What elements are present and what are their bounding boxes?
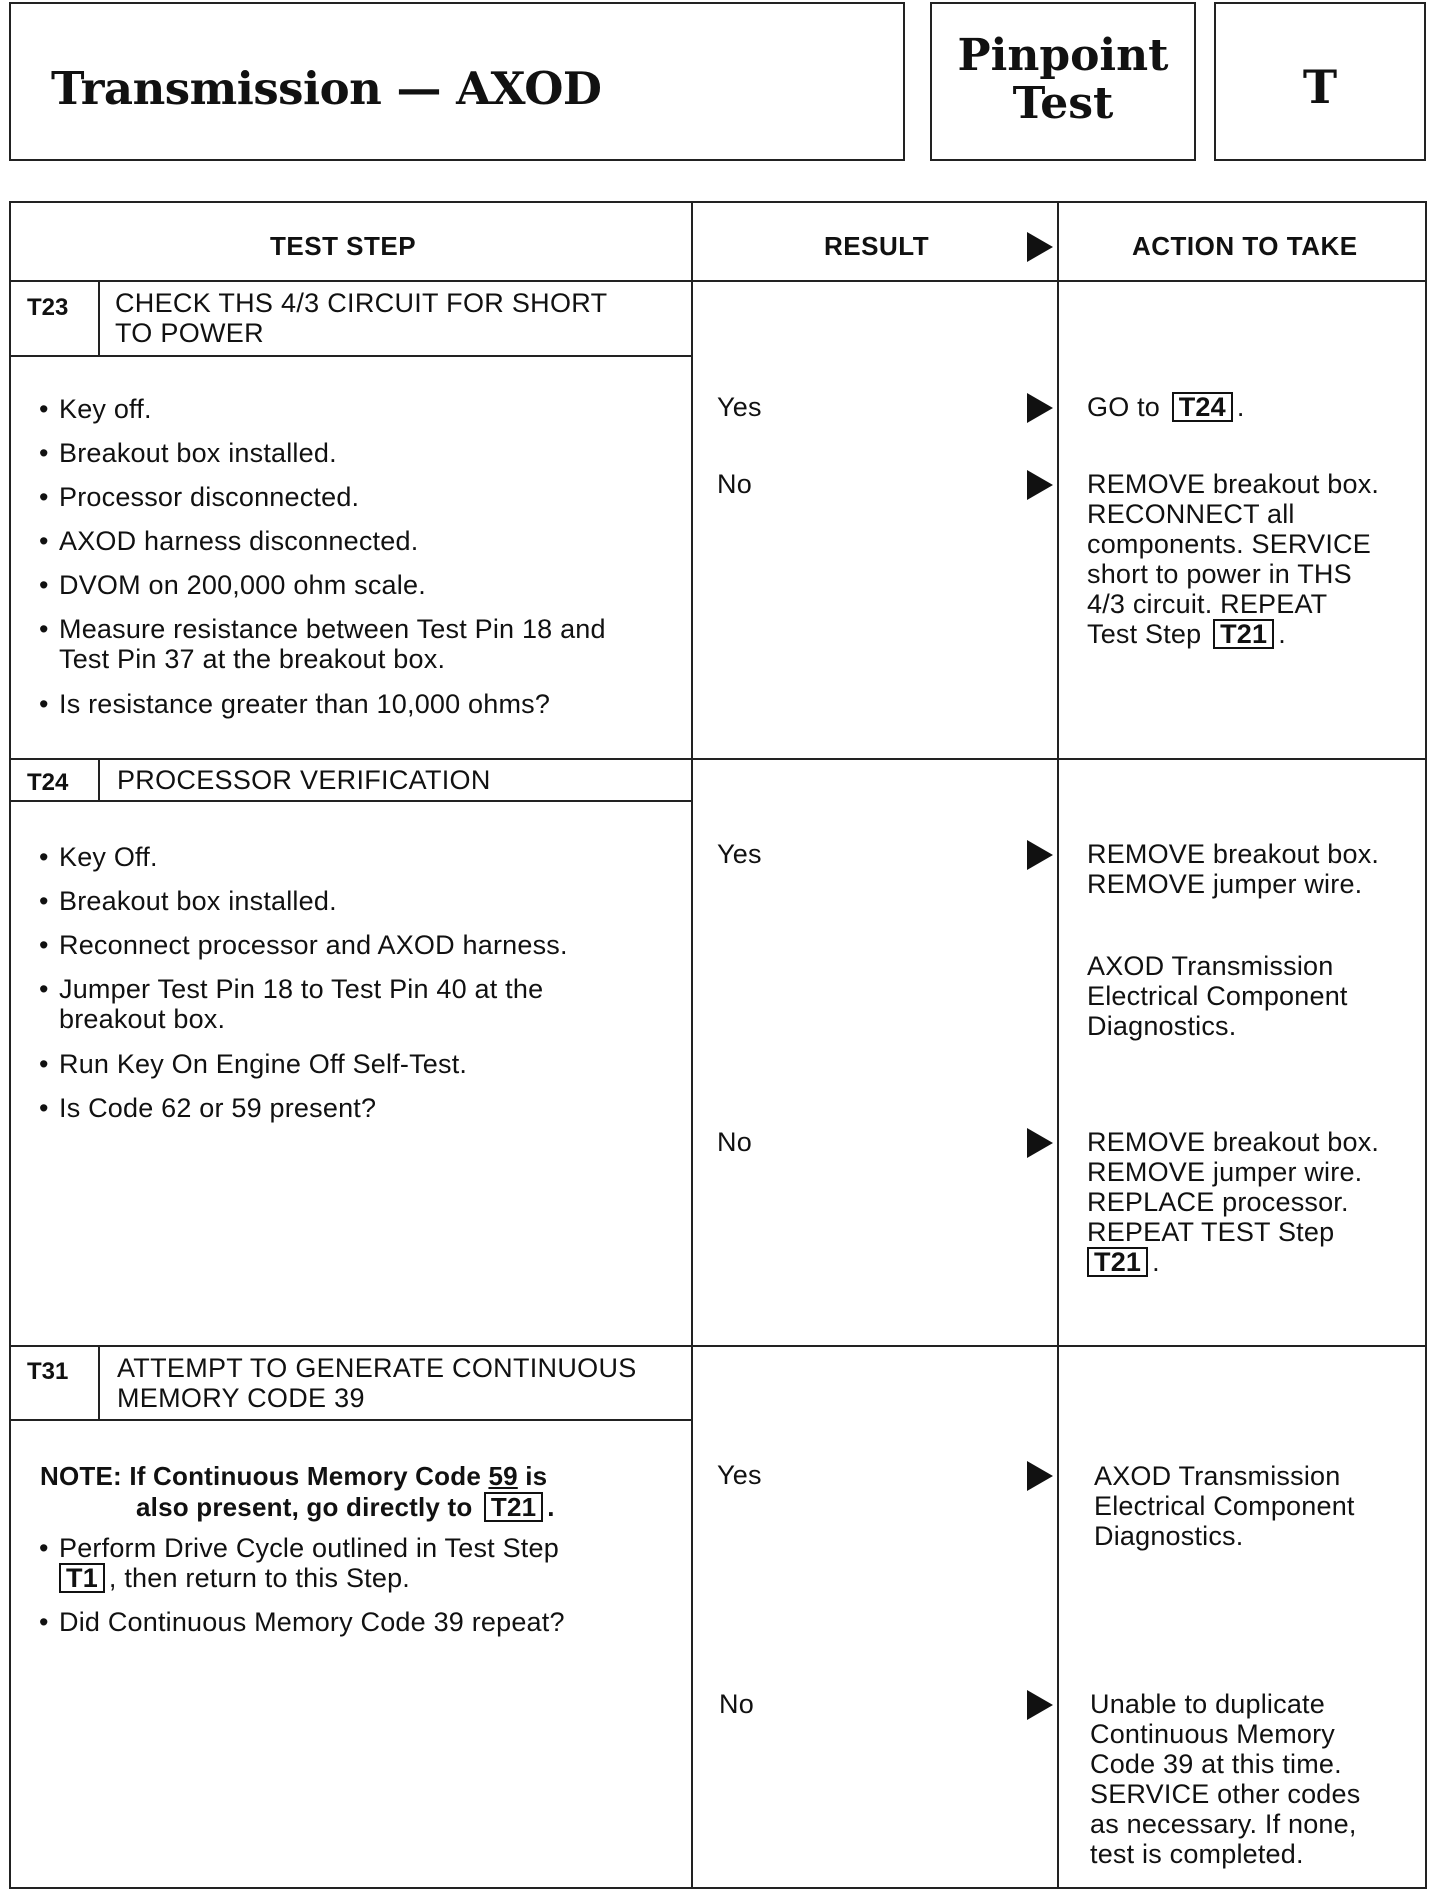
action-line: 4/3 circuit. REPEAT <box>1087 589 1328 619</box>
action-suffix: . <box>1236 392 1245 422</box>
list-item: • DVOM on 200,000 ohm scale. <box>59 570 426 600</box>
action-line: Electrical Component <box>1087 981 1348 1011</box>
action-line <box>1083 1247 1379 1277</box>
row-divider <box>11 1345 1425 1347</box>
action-line: test is completed. <box>1090 1839 1304 1869</box>
action-line: REPEAT TEST Step <box>1087 1217 1335 1247</box>
list-item-text: , then return to this Step. <box>108 1563 410 1593</box>
action-suffix: . <box>1152 1247 1160 1277</box>
step-title-divider <box>11 1419 691 1421</box>
result-no: No <box>719 1689 754 1719</box>
step-title-line: TO POWER <box>115 318 264 348</box>
arrow-icon <box>1027 232 1053 262</box>
action-line: REMOVE breakout box. <box>1087 1127 1380 1157</box>
list-item: • Is Code 62 or 59 present? <box>59 1093 376 1123</box>
section-box <box>1214 2 1426 161</box>
arrow-icon <box>1027 1461 1053 1491</box>
arrow-icon <box>1027 470 1053 500</box>
action-line: REMOVE jumper wire. <box>1087 869 1363 899</box>
note-line <box>40 1492 555 1523</box>
arrow-icon <box>1027 840 1053 870</box>
action-line: short to power in THS <box>1087 559 1352 589</box>
header-divider <box>11 280 1425 282</box>
step-id: T23 <box>27 294 69 321</box>
arrow-icon <box>1027 1128 1053 1158</box>
result-no: No <box>717 469 752 499</box>
step-reference: T1 <box>59 1563 105 1593</box>
list-item: • AXOD harness disconnected. <box>59 526 418 556</box>
step-title-line: MEMORY CODE 39 <box>117 1383 365 1413</box>
action-line: Diagnostics. <box>1094 1521 1244 1551</box>
pinpoint-test-box <box>930 2 1196 161</box>
action-text <box>1090 1689 1360 1869</box>
list-item: • Breakout box installed. <box>59 886 337 916</box>
step-title <box>117 1353 637 1413</box>
list-item-continuation <box>55 1563 410 1593</box>
step-reference: T24 <box>1172 392 1233 422</box>
note-text: is <box>525 1461 548 1491</box>
list-item: • Jumper Test Pin 18 to Test Pin 40 at the <box>59 974 543 1004</box>
action-line: AXOD Transmission <box>1087 951 1334 981</box>
list-item: • Run Key On Engine Off Self-Test. <box>59 1049 467 1079</box>
arrow-icon <box>1027 1690 1053 1720</box>
action-line: REMOVE jumper wire. <box>1087 1157 1363 1187</box>
list-item: • Key Off. <box>59 842 158 872</box>
header-test-step: TEST STEP <box>270 231 417 261</box>
action-text <box>1087 839 1379 1041</box>
action-line: REMOVE breakout box. <box>1087 839 1380 869</box>
note-text: also present, go directly to <box>136 1492 473 1522</box>
step-reference: T21 <box>1087 1247 1148 1277</box>
row-divider <box>11 758 1425 760</box>
action-line: REPLACE processor. <box>1087 1187 1349 1217</box>
step-title <box>115 288 607 348</box>
page-title: Transmission — AXOD <box>51 62 602 115</box>
list-item: • Perform Drive Cycle outlined in Test Step <box>59 1533 559 1563</box>
header-action: ACTION TO TAKE <box>1132 231 1358 261</box>
action-line: SERVICE other codes <box>1090 1779 1361 1809</box>
action-line: components. SERVICE <box>1087 529 1371 559</box>
action-text <box>1087 469 1379 649</box>
action-text <box>1087 1127 1379 1277</box>
action-line: Electrical Component <box>1094 1491 1355 1521</box>
step-id-divider <box>98 1345 100 1421</box>
action-prefix: Test Step <box>1087 619 1202 649</box>
section-letter: T <box>1302 60 1338 114</box>
step-title-line: CHECK THS 4/3 CIRCUIT FOR SHORT <box>115 288 608 318</box>
action-line: as necessary. If none, <box>1090 1809 1357 1839</box>
result-no: No <box>717 1127 752 1157</box>
result-yes: Yes <box>717 392 762 422</box>
title-box <box>9 2 905 161</box>
pinpoint-table <box>9 201 1427 1889</box>
action-line: Continuous Memory <box>1090 1719 1336 1749</box>
column-divider <box>691 203 693 1887</box>
list-item: • Key off. <box>59 394 152 424</box>
pinpoint-line1: Pinpoint <box>957 30 1169 81</box>
note <box>40 1461 555 1523</box>
step-id: T31 <box>27 1358 69 1385</box>
list-item: • Measure resistance between Test Pin 18 and <box>59 614 606 644</box>
step-id: T24 <box>27 769 69 796</box>
note-suffix: . <box>547 1492 555 1522</box>
arrow-icon <box>1027 393 1053 423</box>
header-result: RESULT <box>824 231 930 261</box>
step-id-divider <box>98 280 100 357</box>
list-item-continuation: Test Pin 37 at the breakout box. <box>59 644 446 674</box>
step-title-divider <box>11 800 691 802</box>
action-text <box>1087 392 1245 422</box>
result-yes: Yes <box>717 839 762 869</box>
action-line: AXOD Transmission <box>1094 1461 1341 1491</box>
note-text: If Continuous Memory Code <box>129 1461 481 1491</box>
step-id-divider <box>98 758 100 802</box>
list-item: • Did Continuous Memory Code 39 repeat? <box>59 1607 565 1637</box>
list-item: • Is resistance greater than 10,000 ohms? <box>59 689 550 719</box>
action-line: RECONNECT all <box>1087 499 1295 529</box>
action-line: Code 39 at this time. <box>1090 1749 1342 1779</box>
step-title-line: ATTEMPT TO GENERATE CONTINUOUS <box>117 1353 637 1383</box>
list-item: • Breakout box installed. <box>59 438 337 468</box>
result-yes: Yes <box>717 1460 762 1490</box>
action-line <box>1087 619 1379 649</box>
action-line: REMOVE breakout box. <box>1087 469 1380 499</box>
step-title: PROCESSOR VERIFICATION <box>117 765 491 795</box>
list-item: • Processor disconnected. <box>59 482 359 512</box>
list-item: • Reconnect processor and AXOD harness. <box>59 930 568 960</box>
action-prefix: GO to <box>1087 392 1161 422</box>
action-line: Unable to duplicate <box>1090 1689 1325 1719</box>
list-item-continuation: breakout box. <box>59 1004 226 1034</box>
step-reference: T21 <box>484 1492 543 1522</box>
note-label: NOTE: <box>40 1461 122 1491</box>
note-code: 59 <box>488 1461 518 1491</box>
action-line: Diagnostics. <box>1087 1011 1237 1041</box>
pinpoint-line2: Test <box>1012 78 1114 129</box>
column-divider <box>1057 203 1059 1887</box>
step-reference: T21 <box>1213 619 1274 649</box>
action-suffix: . <box>1278 619 1286 649</box>
note-line <box>40 1461 555 1492</box>
step-title-divider <box>11 355 691 357</box>
pinpoint-test-label <box>932 32 1194 128</box>
action-text <box>1094 1461 1355 1551</box>
